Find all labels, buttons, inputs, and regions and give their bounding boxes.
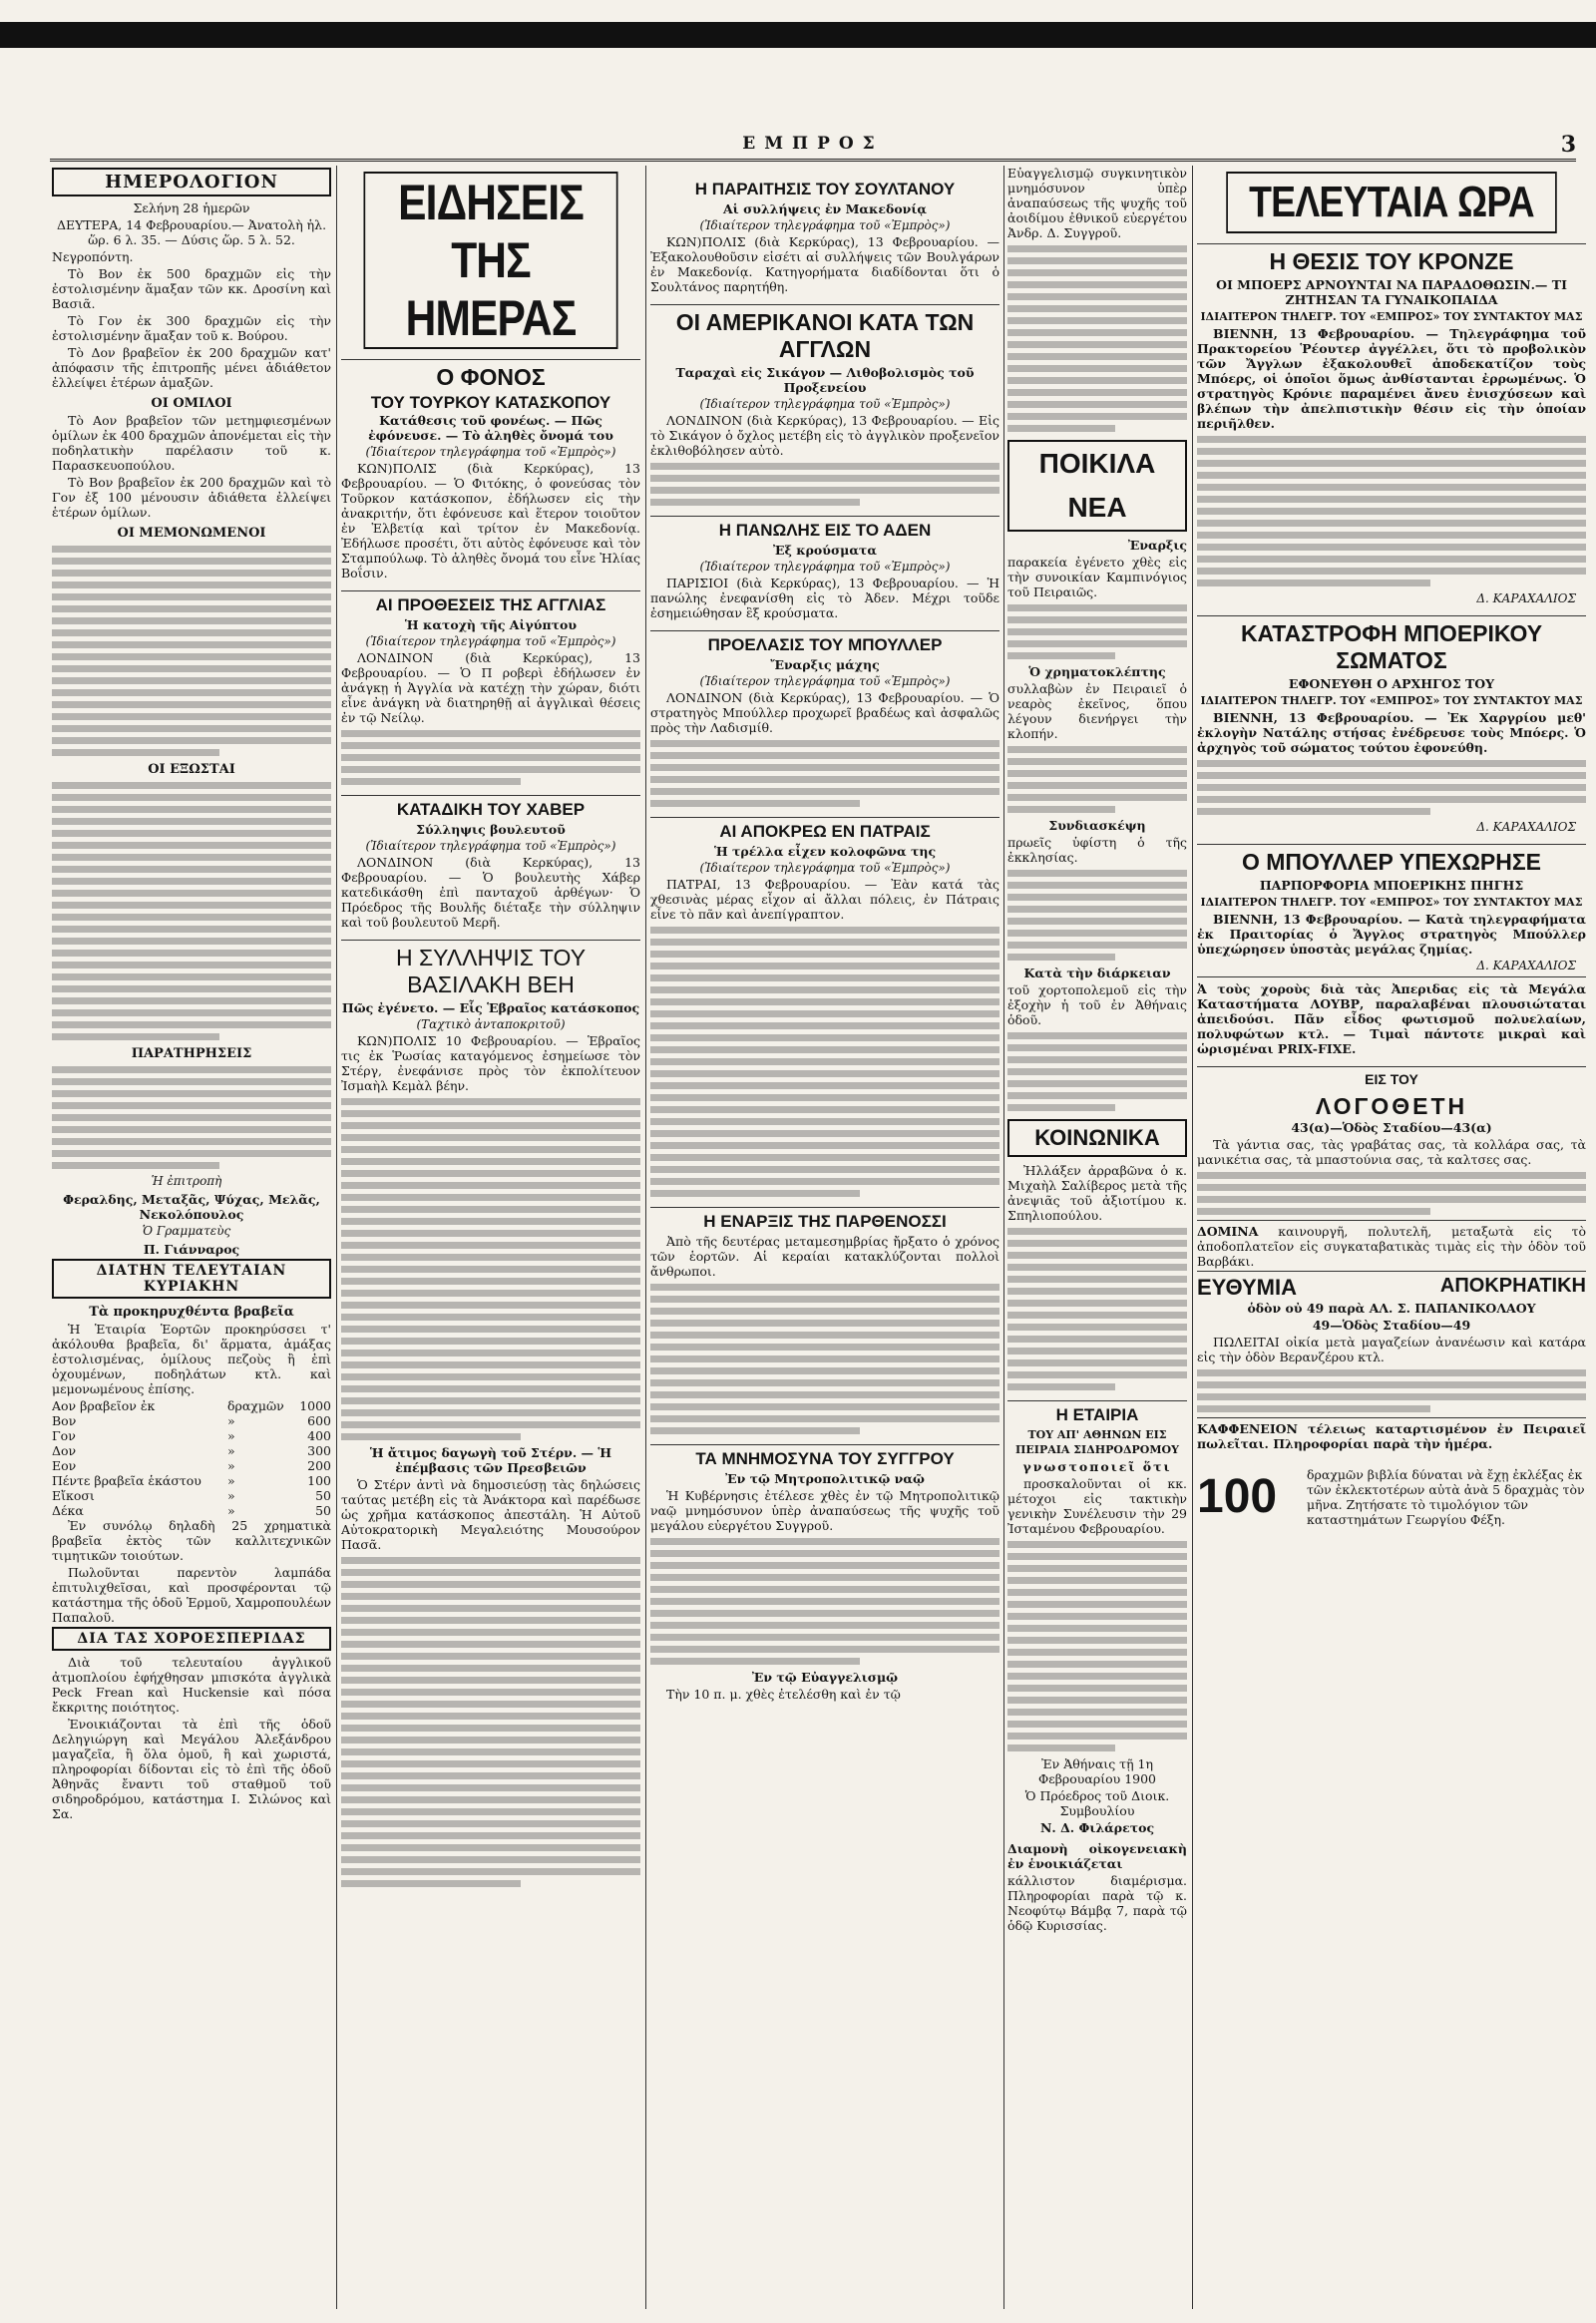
advertisement: Ἀ τοὺς χοροὺς διὰ τὰς Ἀπεριδας εἰς τὰ Μεγάλα Καταστήματα ΛΟΥΒΡ, παραλαβέναι πλουσιώταται ἀπειδούσι. Πᾶν εἶδος φωτισμοῦ πολυελαίων, πολυφώτων κτλ. — Τιμαὶ πάντοτε μικραὶ καὶ ὡρισμέναι PRIX-FIXE. [1197,976,1586,1056]
book-ad [1197,1461,1586,1541]
news-item-body: παρακεία ἐγένετο χθὲς εἰς τὴν συνοικίαν Καμπινόγιος τοῦ Πειραιῶς. [1007,555,1187,599]
article-title: ΑΙ ΠΡΟΘΕΣΕΙΣ ΤΗΣ ΑΓΓΛΙΑΣ [341,590,640,615]
paragraph: Τὸ Βον ἐκ 500 δραχμῶν εἰς τὴν ἐστολισμένην ἅμαξαν τῶν κκ. Δροσίνη καὶ Βασιᾶ. [52,266,331,311]
section-headline: ΚΟΙΝΩΝΙΚΑ [1007,1119,1187,1157]
article-lead: Σύλληψις βουλευτοῦ [416,822,566,837]
news-item-body: πρωεῖς ὑφίστη ὁ τῆς ἐκκλησίας. [1007,835,1187,865]
article-body: ΠΑΤΡΑΙ, 13 Φεβρουαρίου. — Ἐὰν κατά τὰς χθεσινὰς μέρας εἶχον αἱ ἄλλαι πόλεις, ἐν Πάτραις εἶνε τὸ πᾶν καὶ ἀνεπίγραπτον. [650,877,999,922]
prize-row [52,1458,331,1473]
late-news-headline: ΤΕΛΕΥΤΑΙΑ ΩΡΑ [1226,172,1557,233]
column-1 [52,166,331,2309]
article-body: ΒΙΕΝΝΗ, 13 Φεβρουαρίου. — Κατὰ τηλεγραφήματα ἐκ Πραιτορίας ὁ Ἄγγλος στρατηγὸς Μπούλλερ ὑπεχώρησεν ὑποστὰς μεγάλας ζημίας. [1197,912,1586,957]
article-body: Εὐαγγελισμῷ συγκινητικὸν μνημόσυνον ὑπὲρ ἀναπαύσεως τῆς ψυχῆς τοῦ ἀοιδίμου ἐθνικοῦ εὐεργέτου Ἀνδρ. Δ. Συγγροῦ. [1007,166,1187,240]
article-body: ΛΟΝΔΙΝΟΝ (διὰ Κερκύρας), 13 Φεβρουαρίου. — Ὁ Π ροβερὶ ἐδήλωσεν ἐν ἀνάγκῃ ἡ Ἀγγλία νὰ κατέχῃ τὴν χώραν, διότι εἶνε ἀνάγκη νὰ διατηρηθῇ αἱ ἀγγλικαὶ θέσεις ἐν τῷ Νείλῳ. [341,650,640,725]
article-title: Ο ΜΠΟΥΛΛΕΡ ΥΠΕΧΩΡΗΣΕ [1197,844,1586,876]
paragraph: Τὸ Γον ἐκ 300 δραχμῶν εἰς τὴν ἐστολισμένην ἅμαξαν τοῦ κ. Βούρου. [52,313,331,343]
illegible-text-block [1007,746,1187,813]
secretary-label: Ὁ Γραμματεὺς [142,1224,231,1238]
prize-label: Βον [52,1413,77,1428]
article-lead: Ἔναρξις μάχης [770,657,880,672]
prize-amount: 50 [315,1503,331,1518]
prize-row [52,1413,331,1428]
article-title: ΤΑ ΜΝΗΜΟΣΥΝΑ ΤΟΥ ΣΥΓΓΡΟΥ [650,1444,999,1469]
article-title: ΚΑΤΑΔΙΚΗ ΤΟΥ ΧΑΒΕΡ [341,795,640,820]
column-divider [336,166,337,2309]
prize-row [52,1443,331,1458]
prize-row [52,1428,331,1443]
illegible-text-block [1007,604,1187,659]
newspaper-name: ΕΜΠΡΟΣ [742,134,884,154]
illegible-text-block [52,546,331,756]
illegible-text-block [1007,1228,1187,1390]
prize-unit: » [226,1413,235,1428]
section-heading: ΔΙΑΤΗΝ ΤΕΛΕΥΤΑΙΑΝ ΚΥΡΙΑΚΗΝ [52,1259,331,1299]
article-subtitle: ΤΟΥ ΤΟΥΡΚΟΥ ΚΑΤΑΣΚΟΠΟΥ [370,393,611,412]
article-signature: Δ. ΚΑΡΑΧΑΛΙΟΣ [1476,959,1576,972]
article-body: Ὁ Στέρν ἀντὶ νὰ δημοσιεύσῃ τὰς δηλώσεις ταύτας μετέβη εἰς τὰ Ἀνάκτορα καὶ παρέδωσε ὡς χρῆμα κατάσκοπος ἀπεστάλη. Ἡ Αὐτοῦ Αὐτοκρατορικὴ Μεγαλειότης Μουσούρον Πασᾶ. [341,1477,640,1552]
section-heading: ΔΙΑ ΤΑΣ ΧΟΡΟΕΣΠΕΡΙΔΑΣ [52,1627,331,1651]
notice-signatory-title: Ὁ Πρόεδρος τοῦ Διοικ. Συμβουλίου [1024,1788,1170,1818]
advertisement: ΠΩΛΕΙΤΑΙ οἰκία μετὰ μαγαζείων ἀνανέωσιν καὶ κατάρα εἰς τὴν ὁδὸν Βερανζέρου κτλ. [1197,1335,1586,1364]
article-title: ΑΙ ΑΠΟΚΡΕΩ ΕΝ ΠΑΤΡΑΙΣ [650,817,999,842]
article-title: Η ΠΑΡΑΙΤΗΣΙΣ ΤΟΥ ΣΟΥΛΤΑΝΟΥ [694,180,956,198]
article-body: ΠΑΡΙΣΙΟΙ (διὰ Κερκύρας), 13 Φεβρουαρίου. — Ἡ πανώλης ἐνεφανίσθη εἰς τὸ Ἀδεν. Μέχρι τοῦδε ἐσημειώθησαν ἓξ κρούσματα. [650,576,999,620]
dispatch-source: (Ἰδιαίτερον τηλεγράφημα τοῦ «Ἐμπρὸς») [699,674,951,688]
prize-label: Δον [52,1443,77,1458]
illegible-text-block [1007,1032,1187,1111]
advertisement-lead: Διαμονὴ οἰκογενειακὴ ἐν ἑνοικιάζεται [1007,1841,1187,1871]
prize-table [52,1398,331,1518]
article-body: ΒΙΕΝΝΗ, 13 Φεβρουαρίου. — Τηλεγράφημα τοῦ Πρακτορείου Ῥέουτερ ἀγγέλλει, ὅτι τὸ προβολικὸν τῶν Ἄγγλων ἐξακολουθεῖ ἀποδεκατίζον τοὺς Μπόερς, οἱ ὁποῖοι ὅμως ἀνθίστανται ἐρρωμένως. Ὁ στρατηγὸς Κρόνιε παραμένει ἄνευ ἐνισχύσεων καὶ βλέπων τὴν ἀπελπιστικὴν θέσιν εἰς τὴν ὁποίαν περιῆλθεν. [1197,326,1586,431]
section-heading: ΟΙ ΟΜΙΛΟΙ [151,396,232,411]
notice-date: Ἐν Ἀθήναις τῇ 1η Φεβρουαρίου 1900 [1037,1756,1157,1786]
prize-unit: » [226,1503,235,1518]
masthead-rule [50,159,1576,162]
article-signature: Δ. ΚΑΡΑΧΑΛΙΟΣ [1476,820,1576,834]
advertisement-pre: ΕΙΣ ΤΟΥ [1197,1066,1586,1087]
dispatch-source: (Ταχτικὸ ἀνταποκριτοῦ) [416,1017,566,1031]
illegible-text-block [650,1538,999,1665]
section-heading: ΟΙ ΜΕΜΟΝΩΜΕΝΟΙ [117,526,266,541]
illegible-text-block [341,1557,640,1887]
article-body: ΛΟΝΔΙΝΟΝ (διὰ Κερκύρας), 13 Φεβρουαρίου. — Ὁ βουλευτὴς Χάβερ κατεδικάσθη ἐπὶ πανταχοῦ ἀρθέγων· Ὁ Πρόεδρος τῆς Βουλῆς διέταξε τὴν σύλληψιν καὶ τοῦ βουλευτοῦ Μερῆ. [341,855,640,930]
news-item-lead: Ἐναρξις [1127,538,1187,553]
paragraph: Ἡ Ἑταιρία Ἑορτῶν προκηρύσσει τ' ἀκόλουθα βραβεῖα, δι' ἅρματα, ἁμάξας ἐστολισμένας, ὁμίλους πεζοὺς ἢ ἐπὶ ὀχουμένων, ποδηλάτων κτλ. καὶ μεμονωμένους ἐπίσης. [52,1322,331,1396]
committee-label: Ἡ ἐπιτροπὴ [151,1174,222,1188]
news-item-lead: Ὁ χρηματοκλέπτης [1028,664,1166,679]
notice-body: προσκαλοῦνται οἱ κκ. μέτοχοι εἰς τακτικὴν γενικὴν Συνέλευσιν τὴν 29 Ἰσταμένου Φεβρουαρίου. [1007,1476,1187,1536]
paragraph: Τὸ Βον βραβεῖον ἐκ 200 δραχμῶν καὶ τὸ Γον ἐξ 100 μένουσιν ἀδιάθετα ἐλλείψει ἑτέρων ὁμίλων. [52,475,331,520]
news-item-lead: Κατὰ τὴν διάρκειαν [1023,966,1171,980]
prize-unit: δραχμῶν [226,1398,284,1413]
article-subtitle: ΟΙ ΜΠΟΕΡΣ ΑΡΝΟΥΝΤΑΙ ΝΑ ΠΑΡΑΔΟΘΩΣΙΝ.— ΤΙ ΖΗΤΗΣΑΝ ΤΑ ΓΥΝΑΙΚΟΠΑΙΔΑ [1216,277,1567,307]
illegible-text-block [650,1284,999,1434]
article-body: ΒΙΕΝΝΗ, 13 Φεβρουαρίου. — Ἐκ Χαργρίου μεθ' ἐκλογὴν Νατάλης στήσας ἐνέδρευσε τοὺς Μπόερς. Ὁ ἀρχηγὸς τοῦ σώματος τούτου ἐφονεύθη. [1197,710,1586,755]
prize-unit: » [226,1488,235,1503]
article-body: Τὴν 10 π. μ. χθὲς ἐτελέσθη καὶ ἐν τῷ [666,1687,901,1702]
illegible-text-block [1007,245,1187,432]
advertisement: ΚΑΦΦΕΝΕΙΟΝ τέλειως καταρτισμένον ἐν Πειραιεῖ πωλεῖται. Πληροφορίαι παρὰ τὴν ἡμέρα. [1197,1417,1586,1451]
advertisement: κάλλιστον διαμέρισμα. Πληροφορίαι παρὰ τῷ κ. Νεοφύτῳ Βάμβᾳ 7, παρὰ τῷ ὁδῷ Κυρισσίας. [1007,1873,1187,1933]
main-headline: ΕΙΔΗΣΕΙΣ ΤΗΣ ΗΜΕΡΑΣ [364,172,618,349]
paragraph: Νεγροπόντη. [52,249,134,264]
article-body: Ἀπὸ τῆς δευτέρας μεταμεσημβρίας ἤρξατο ὁ χρόνος τῶν ἑορτῶν. Αἱ κεραίαι κατακλύζονται πολλοὶ ἄνθρωποι. [650,1234,999,1279]
section-heading: ΠΑΡΑΤΗΡΗΣΕΙΣ [131,1046,252,1061]
prize-amount: 200 [307,1458,331,1473]
advertisement-address: ὁδὸν οὐ 49 παρὰ ΑΛ. Σ. ΠΑΠΑΝΙΚΟΛΑΟΥ [1247,1301,1536,1316]
article-lead: Ἡ τρέλλα εἶχεν κολοφῶνα της [713,844,937,859]
prize-amount: 300 [307,1443,331,1458]
prize-unit: » [226,1473,235,1488]
prize-label: Εἴκοσι [52,1488,95,1503]
advertisement-title: ΕΥΘΥΜΙΑ [1197,1275,1298,1300]
news-item-lead: Συνδιασκέψη [1048,818,1146,833]
article-title: ΠΡΟΕΛΑΣΙΣ ΤΟΥ ΜΠΟΥΛΛΕΡ [650,630,999,655]
article-subtitle: ΕΦΟΝΕΥΘΗ Ο ΑΡΧΗΓΟΣ ΤΟΥ [1288,676,1495,691]
column-divider [1003,166,1004,2309]
section-headline: ΠΟΙΚΙΛΑ ΝΕΑ [1007,440,1187,532]
column-divider [645,166,646,2309]
article-body: ΛΟΝΔΙΝΟΝ (διὰ Κερκύρας), 13 Φεβρουαρίου. — Ὁ στρατηγὸς Μπούλλερ προχωρεῖ βραδέως καὶ ἀσφαλῶς πρὸς τὴν Λαδισμίθ. [650,690,999,735]
section-heading: ΟΙ ΕΞΩΣΤΑΙ [148,762,235,777]
prize-unit: » [226,1443,235,1458]
prize-amount: 100 [307,1473,331,1488]
advertisement: Διὰ τοῦ τελευταίου ἀγγλικοῦ ἀτμοπλοίου ἐφήχθησαν μπισκότα ἀγγλικὰ Peck Frean καὶ Huckensie καὶ πόσα ἔκκριτης ποιότητος. [52,1655,331,1715]
dispatch-source: ΙΔΙΑΙΤΕΡΟΝ ΤΗΛΕΓΡ. ΤΟΥ «ΕΜΠΡΟΣ» ΤΟΥ ΣΥΝΤΑΚΤΟΥ ΜΑΣ [1200,310,1583,323]
paragraph: Ἐν συνόλῳ δηλαδὴ 25 χρηματικὰ βραβεῖα ἐκτὸς τῶν καλλιτεχνικῶν τιμητικῶν τοιούτων. [52,1518,331,1563]
prize-amount: 600 [307,1413,331,1428]
article-lead: Ἡ κατοχὴ τῆς Αἰγύπτου [404,617,578,632]
illegible-text-block [1007,870,1187,961]
illegible-text-block [1197,760,1586,815]
prize-label: Πέντε βραβεῖα ἑκάστου [52,1473,201,1488]
article-body: ΛΟΝΔΙΝΟΝ (διὰ Κερκύρας), 13 Φεβρουαρίου. — Εἰς τὸ Σικάγον ὁ ὄχλος μετέβη εἰς τὸ ἀγγλικὸν προξενεῖον ἐκλιθοβόλησεν αὐτὸ. [650,413,999,458]
page-number: 3 [1560,132,1576,158]
advertisement-lead: ΔΟΜΙΝΑ [1197,1224,1259,1239]
prize-row [52,1503,331,1518]
dispatch-source: (Ἰδιαίτερον τηλεγράφημα τοῦ «Ἐμπρὸς») [699,861,951,875]
advertisement-address: 49—Ὁδὸς Σταδίου—49 [1312,1318,1471,1333]
illegible-text-block [650,927,999,1197]
column-divider [1192,166,1193,2309]
illegible-text-block [650,740,999,807]
article-lead: Ἐν τῷ Μητροπολιτικῷ ναῷ [725,1471,925,1486]
prize-amount: 50 [315,1488,331,1503]
dispatch-source: (Ἰδιαίτερον τηλεγράφημα τοῦ «Ἐμπρὸς») [699,397,951,411]
illegible-text-block [1197,436,1586,586]
prize-amount: 400 [307,1428,331,1443]
advertisement [1197,1220,1586,1269]
prize-label: Αον βραβεῖον ἐκ [52,1398,156,1413]
illegible-text-block [1197,1369,1586,1412]
article-body: ΚΩΝ)ΠΟΛΙΣ (διὰ Κερκύρας), 13 Φεβρουαρίου. — Ὁ Φιτόκης, ὁ φονεύσας τὸν Τοῦρκον κατάσκοπον, ἐδήλωσεν εἰς τὴν ἀνακριτήν, ὅτι ἐφόνευσε καὶ ἕτερον τοιοῦτον ἐν Ἑλβετίᾳ καὶ τρίτον ἐν Μακεδονίᾳ. Ἐδήλωσε προσέτι, ὅτι αὐτὸς ἐφόνευσε καὶ τὸν Σταμπούλωφ. Τὸ ἀληθὲς ὄνομά του εἶνε Ἠλίας Βοΐσιν. [341,461,640,581]
article-title: Ο ΦΟΝΟΣ [341,359,640,391]
article-body: ΚΩΝ)ΠΟΛΙΣ (διὰ Κερκύρας), 13 Φεβρουαρίου. — Ἐξακολουθοῦσιν εἰσέτι αἱ συλλήψεις τῶν Βουλγάρων ἐν Μακεδονίᾳ. Κατηγορήματα διαδίδονται ὅτι ὁ Σουλτάνος παρητήθη. [650,234,999,294]
news-item-body: Ἠλλάξεν ἀρραβῶνα ὁ κ. Μιχαὴλ Σαλίβερος μετὰ τῆς ἀνεψιᾶς τοῦ ἀξιοτίμου κ. Σπηλιοπούλου. [1007,1163,1187,1223]
column-4 [1007,166,1187,2309]
prize-label: Εον [52,1458,77,1473]
notice-lead: γνωστοποιεῖ ὅτι [1022,1459,1172,1474]
article-subtitle: ΠΑΡΠΟΡΦΟΡΙΑ ΜΠΟΕΡΙΚΗΣ ΠΗΓΗΣ [1259,878,1524,893]
section-subheading: Τὰ προκηρυχθέντα βραβεῖα [89,1305,294,1320]
dispatch-source: (Ἰδιαίτερον τηλεγράφημα τοῦ «Ἐμπρὸς») [365,634,616,648]
advertisement-address: 43(α)—Ὁδὸς Σταδίου—43(α) [1291,1120,1492,1135]
calendar-title: ΗΜΕΡΟΛΟΓΙΟΝ [52,168,331,196]
article-lead: Ταραχαὶ εἰς Σικάγον — Λιθοβολισμὸς τοῦ Προξενείου [675,365,975,395]
advertisement: Ἐνοικιάζονται τὰ ἐπὶ τῆς ὁδοῦ Δεληγιώργη καὶ Μεγάλου Ἀλεξάνδρου μαγαζεῖα, ἢ ὅλα ὁμοῦ, ἢ καὶ χωριστά, πληροφορίαι δίδονται εἰς τὸ ἐπὶ τῆς ὁδοῦ Ἀθηνᾶς ἔναντι τοῦ σταθμοῦ τοῦ σιδηροδρόμου, κατάστημα Ι. Σιλώνος καὶ Σα. [52,1717,331,1821]
advertisement-text: καινουργῆ, πολυτελῆ, μεταξωτὰ εἰς τὸ ἀποδοπλατεῖον εἰς συγκαταβατικὰς τιμὰς εἰς τὴν ὁδὸν τοῦ Βαρβάκι. [1197,1224,1586,1269]
column-3 [650,166,999,2309]
article-lead: Πῶς ἐγένετο. — Εἷς Ἑβραῖος κατάσκοπος [341,1000,640,1015]
article-title: Η ΠΑΝΩΛΗΣ ΕΙΣ ΤΟ ΑΔΕΝ [650,516,999,541]
dispatch-source: (Ἰδιαίτερον τηλεγράφημα τοῦ «Ἐμπρὸς») [365,445,616,459]
notice-signatory: Ν. Δ. Φιλάρετος [1039,1820,1155,1835]
column-5 [1197,166,1586,2309]
prize-row [52,1398,331,1413]
dispatch-source: (Ἰδιαίτερον τηλεγράφημα τοῦ «Ἐμπρὸς») [365,839,616,853]
dispatch-source: (Ἰδιαίτερον τηλεγράφημα τοῦ «Ἐμπρὸς») [699,218,951,232]
paragraph: Τὸ Δον βραβεῖον ἐκ 200 δραχμῶν κατ' ἀπόφασιν τῆς ἐπιτροπῆς μένει ἀδιάθετον ἐλλείψει ἑτέρων ἁμαξῶν. [52,345,331,390]
article-title: ΚΑΤΑΣΤΡΟΦΗ ΜΠΟΕΡΙΚΟΥ ΣΩΜΑΤΟΣ [1197,615,1586,674]
article-title: Η ΘΕΣΙΣ ΤΟΥ ΚΡΟΝΖΕ [1197,243,1586,275]
article-title: Η ΣΥΛΛΗΨΙΣ ΤΟΥ ΒΑΣΙΛΑΚΗ ΒΕΗ [341,940,640,998]
prize-row [52,1488,331,1503]
eythymia-ad [1197,1271,1586,1301]
advertisement-title: ΑΠΟΚΡΗΑΤΙΚΗ [1439,1275,1586,1297]
prize-label: Δέκα [52,1503,84,1518]
illegible-text-block [52,782,331,1040]
news-item-body: συλλαβὼν ἐν Πειραιεῖ ὁ νεαρὸς ἐκεῖνος, ὅπου λέγουν διενήργει τὴν κλοπήν. [1007,681,1187,741]
illegible-text-block [341,1098,640,1440]
article-title: ΟΙ ΑΜΕΡΙΚΑΝΟΙ ΚΑΤΑ ΤΩΝ ΑΓΓΛΩΝ [650,304,999,363]
notice-title: Η ΕΤΑΙΡΙΑ [1007,1400,1187,1425]
prize-row [52,1473,331,1488]
calendar-line: ΔΕΥΤΕΡΑ, 14 Φεβρουαρίου.— Ἀνατολὴ ἡλ. ὥρ. 6 λ. 35. — Δύσις ὥρ. 5 λ. 52. [56,217,327,247]
advertisement: δραχμῶν βιβλία δύναται νὰ ἔχῃ ἐκλέξας ἐκ τῶν ἐκλεκτοτέρων αὐτὰ ἀνὰ 5 δραχμὰς τὸν μῆνα. Ζητήσατε τὸ τιμολόγιον τῶν καταστημάτων Γεωργίου Φέξη. [1307,1467,1585,1527]
article-lead: Κατάθεσις τοῦ φονέως. — Πῶς ἐφόνευσε. — Τὸ ἀληθὲς ὄνομά του [368,413,613,443]
article-lead: Ἐν τῷ Εὐαγγελισμῷ [751,1670,899,1685]
column-2 [341,166,640,2309]
dispatch-source: (Ἰδιαίτερον τηλεγράφημα τοῦ «Ἐμπρὸς») [699,560,951,574]
article-lead: Ἡ ἄτιμος δαγωγὴ τοῦ Στέρν. — Ἡ ἐπέμβασις τῶν Πρεσβειῶν [369,1445,612,1475]
article-lead: Ἐξ κρούσματα [773,543,877,558]
illegible-text-block [341,730,640,785]
prize-label: Γον [52,1428,76,1443]
prize-amount: 1000 [299,1398,331,1413]
notice-subtitle: ΤΟΥ ΑΠ' ΑΘΗΝΩΝ ΕΙΣ ΠΕΙΡΑΙΑ ΣΙΔΗΡΟΔΡΟΜΟΥ [1015,1428,1179,1456]
illegible-text-block [650,463,999,506]
dispatch-source: ΙΔΙΑΙΤΕΡΟΝ ΤΗΛΕΓΡ. ΤΟΥ «ΕΜΠΡΟΣ» ΤΟΥ ΣΥΝΤΑΚΤΟΥ ΜΑΣ [1200,896,1583,909]
committee-names: Φεραλδης, Μεταξᾶς, Ψύχας, Μελᾶς, Νεκολόπουλος [63,1192,320,1222]
secretary-name: Π. Γιάνναρος [143,1242,240,1257]
article-title: Η ΕΝΑΡΞΙΣ ΤΗΣ ΠΑΡΘΕΝΟΣΣΙ [650,1207,999,1232]
news-item-body: τοῦ χορτοπολεμοῦ εἰς τὴν ἐξοχὴν ἡ τοῦ ἐν Ἀθήναις ὁδοῦ. [1007,982,1187,1027]
advertisement-title: ΛΟΓΟΘΕΤΗ [1315,1093,1468,1119]
article-lead: Αἱ συλλήψεις ἐν Μακεδονίᾳ [722,201,928,216]
advertisement: Τὰ γάντια σας, τὰς γραβάτας σας, τὰ κολλάρα σας, τὰ μανικέτια σας, τὰ μπαστούνια σας, τὰ καλτσες σας. [1197,1137,1586,1167]
article-body: ΚΩΝ)ΠΟΛΙΣ 10 Φεβρουαρίου. — Ἑβραῖος τις ἐκ Ῥωσίας καταγόμενος ἐσημείωσε τὸν Στέργ, ἐνεφάνισε πρὸς τὸν ἐκπολίτευον Ἰσμαὴλ Κεμὰλ βέην. [341,1033,640,1093]
calendar-line: Σελήνη 28 ἡμερῶν [133,200,250,215]
illegible-text-block [1007,1541,1187,1751]
prize-unit: » [226,1428,235,1443]
article-signature: Δ. ΚΑΡΑΧΑΛΙΟΣ [1476,591,1576,605]
article-body: Ἡ Κυβέρνησις ἐτέλεσε χθὲς ἐν τῷ Μητροπολιτικῷ ναῷ μνημόσυνον ὑπὲρ ἀναπαύσεως τῆς ψυχῆς τοῦ μεγάλου εὐεργέτου Συγγροῦ. [650,1488,999,1533]
prize-unit: » [226,1458,235,1473]
dispatch-source: ΙΔΙΑΙΤΕΡΟΝ ΤΗΛΕΓΡ. ΤΟΥ «ΕΜΠΡΟΣ» ΤΟΥ ΣΥΝΤΑΚΤΟΥ ΜΑΣ [1200,694,1583,707]
advertisement: Πωλοῦνται παρεντὸν λαμπάδα ἐπιτυλιχθεῖσαι, καὶ προσφέρονται τῷ κατάστημα τῆς ὁδοῦ Ἑρμοῦ, Χαμροπουλέων Παπαλοῦ. [52,1565,331,1625]
top-black-rule [0,22,1596,48]
paragraph: Τὸ Αον βραβεῖον τῶν μετημφιεσμένων ὁμίλων ἐκ 400 δραχμῶν ἀπονέμεται εἰς τὴν ποδηλατικὴν παρέλασιν τοῦ κ. Παρασκευοπούλου. [52,413,331,473]
illegible-text-block [1197,1172,1586,1215]
illegible-text-block [52,1066,331,1169]
ad-number: 100 [1197,1470,1278,1523]
masthead [50,128,1576,162]
